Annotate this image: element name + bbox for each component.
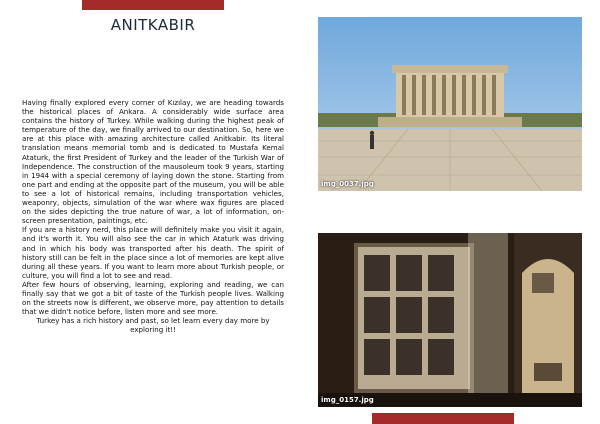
mausoleum-image xyxy=(318,17,582,191)
article-paragraph: After few hours of observing, learning, exploring and reading, we can finally say that we got a bit of taste of the Turkish people lives. Walking on the streets now is different, we observe more, pay attention to details that we didn't notice before, listen more and see more. xyxy=(22,279,284,317)
museum-display-image xyxy=(318,233,582,407)
photo-mausoleum xyxy=(318,17,582,191)
article-paragraph: Having finally explored every corner of Kızılay, we are heading towards the historical places of Ankara. A considerably wide surface area contains the history of Turkey. While walking during the highest peak of temperature of the day, we finally arrived to our destination. So, here we are at this place with amazing architecture called Anitkabir. Its literal translation means memorial tomb and is dedicated to Mustafa Kemal Ataturk, the first President of Turkey and the leader of the Turkish War of Independence. The construction of the mausoleum took 9 years, starting in 1944 with a special ceremony of laying down the stone. Starting from one part and ending at the opposite part of the museum, you will be able to see a lot of historical remains, including transportation vehicles, weaponry, objects, simulation of the war where wax figures are placed on the sides depicting the true nature of war, a lot of information, on-screen presentation, paintings, etc. xyxy=(22,98,284,226)
photo-caption: img_0157.jpg xyxy=(321,396,374,404)
article-paragraph: If you are a history nerd, this place will definitely make you visit it again, and it's worth it. You will also see the car in which Ataturk was driving and in which his body was transported after his death. The spirit of history still can be felt in the place since a lot of memories are kept alive during all these years. If you want to learn more about Turkish people, or culture, you will find a lot to see and read. xyxy=(22,225,284,280)
page-title: ANITKABIR xyxy=(110,16,196,34)
top-accent-bar xyxy=(82,0,224,10)
photo-museum-display xyxy=(318,233,582,407)
photo-caption: img_0037.jpg xyxy=(321,180,374,188)
bottom-accent-bar xyxy=(372,413,514,424)
article-closing: Turkey has a rich history and past, so let learn every day more by exploring it!! xyxy=(36,316,270,335)
article-body xyxy=(22,98,284,334)
